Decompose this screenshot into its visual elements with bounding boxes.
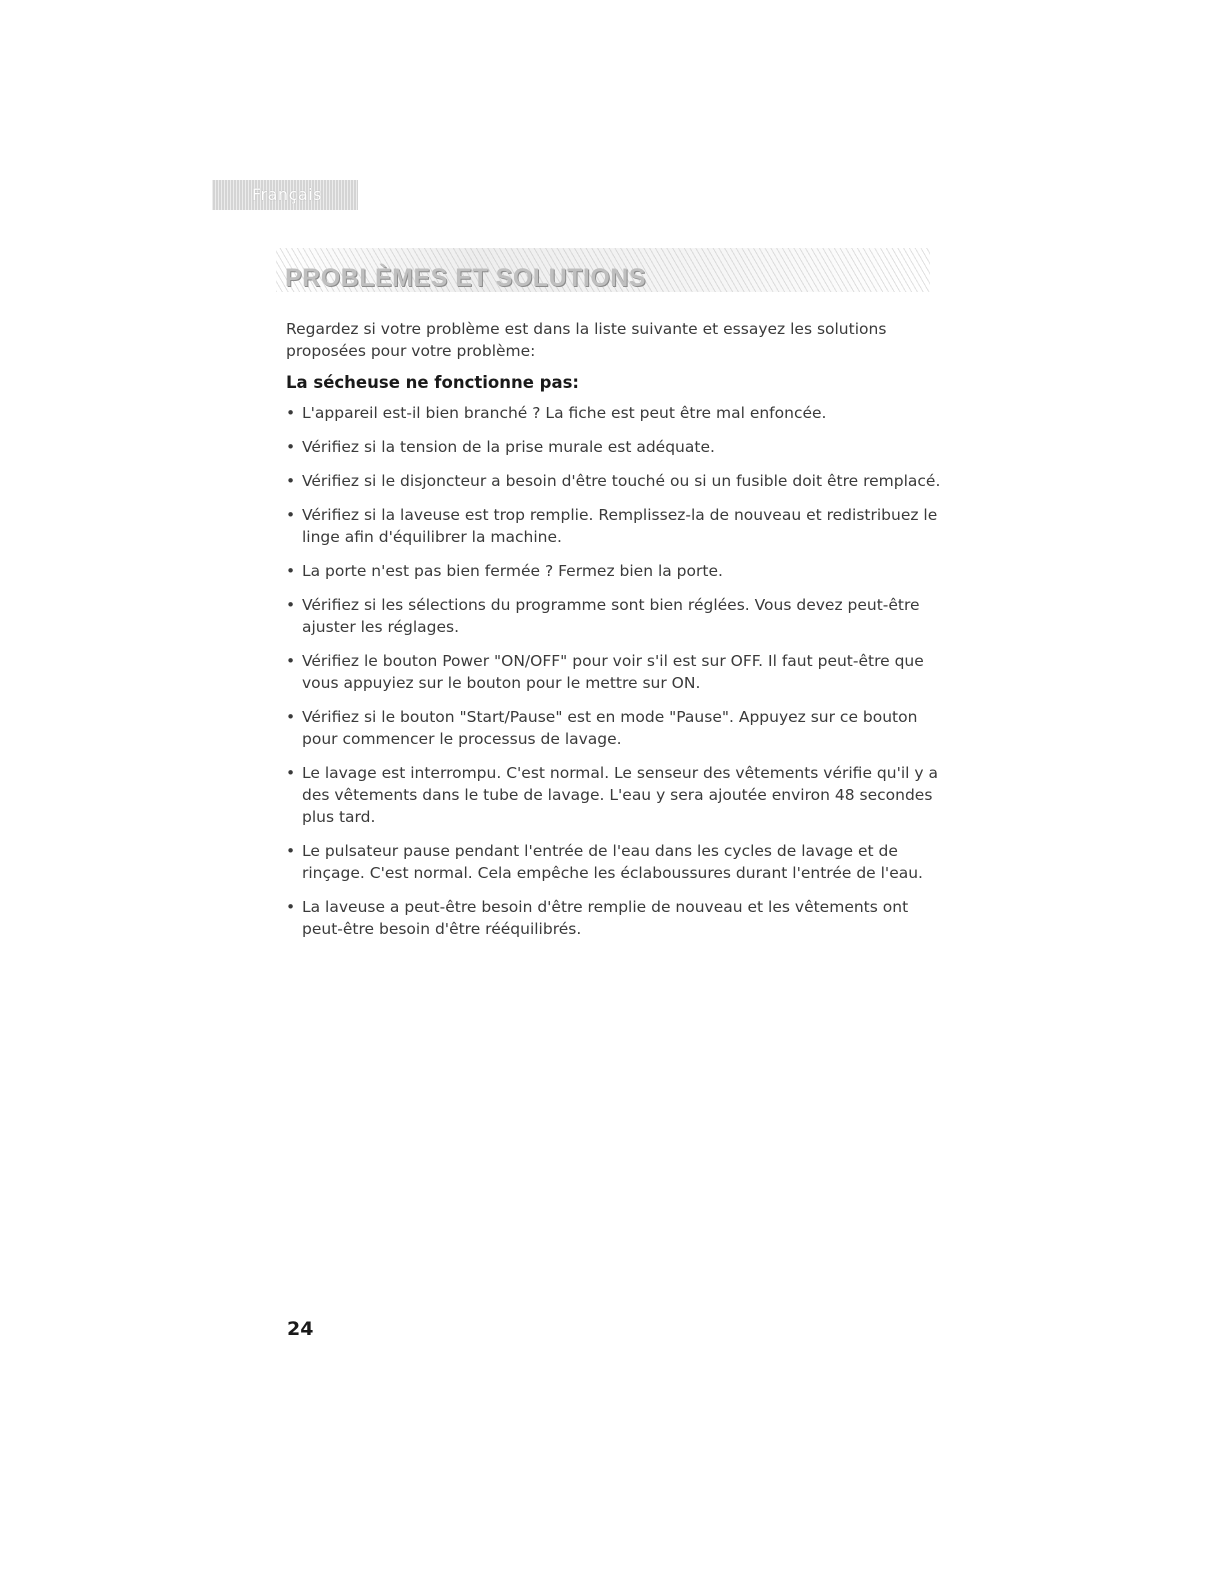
list-item-text: Vérifiez si la tension de la prise murale est adéquate. [302, 438, 715, 456]
list-item [286, 504, 946, 548]
problem-subheading: La sécheuse ne fonctionne pas: [286, 373, 580, 392]
bullet-icon: • [286, 562, 296, 580]
main-content [286, 318, 946, 952]
list-item [286, 896, 946, 940]
list-item-text: L'appareil est-il bien branché ? La fiche est peut être mal enfoncée. [302, 404, 827, 422]
bullet-icon: • [286, 438, 296, 456]
language-tab-label: Français [252, 185, 322, 204]
list-item [286, 560, 946, 582]
page-number: 24 [287, 1318, 314, 1340]
list-item [286, 402, 946, 424]
list-item-text: Vérifiez si le bouton "Start/Pause" est en mode "Pause". Appuyez sur ce bouton pour commencer le processus de lavage. [302, 708, 918, 748]
bullet-icon: • [286, 898, 296, 916]
bullet-icon: • [286, 652, 296, 670]
list-item [286, 762, 946, 828]
bullet-icon: • [286, 708, 296, 726]
list-item-text: Vérifiez si le disjoncteur a besoin d'être touché ou si un fusible doit être remplacé. [302, 472, 941, 490]
list-item [286, 594, 946, 638]
bullet-icon: • [286, 506, 296, 524]
list-item [286, 436, 946, 458]
bullet-icon: • [286, 842, 296, 860]
list-item-text: Vérifiez si la laveuse est trop remplie. Remplissez-la de nouveau et redistribuez le linge afin d'équilibrer la machine. [302, 506, 938, 546]
list-item [286, 840, 946, 884]
page-title: PROBLÈMES ET SOLUTIONS [285, 264, 647, 292]
solution-list [286, 402, 946, 940]
list-item [286, 470, 946, 492]
bullet-icon: • [286, 764, 296, 782]
list-item [286, 650, 946, 694]
bullet-icon: • [286, 472, 296, 490]
list-item-text: Le lavage est interrompu. C'est normal. Le senseur des vêtements vérifie qu'il y a des vêtements dans le tube de lavage. L'eau y sera ajoutée environ 48 secondes plus tard. [302, 764, 938, 826]
list-item-text: Le pulsateur pause pendant l'entrée de l'eau dans les cycles de lavage et de rinçage. C'est normal. Cela empêche les éclaboussures durant l'entrée de l'eau. [302, 842, 923, 882]
language-tab [212, 180, 358, 210]
bullet-icon: • [286, 404, 296, 422]
list-item-text: La porte n'est pas bien fermée ? Fermez bien la porte. [302, 562, 723, 580]
list-item-text: Vérifiez le bouton Power "ON/OFF" pour voir s'il est sur OFF. Il faut peut-être que vous appuyiez sur le bouton pour le mettre sur ON. [302, 652, 924, 692]
intro-paragraph: Regardez si votre problème est dans la liste suivante et essayez les solutions proposées pour votre problème: [286, 320, 887, 360]
list-item-text: Vérifiez si les sélections du programme sont bien réglées. Vous devez peut-être ajuster les réglages. [302, 596, 920, 636]
list-item [286, 706, 946, 750]
list-item-text: La laveuse a peut-être besoin d'être remplie de nouveau et les vêtements ont peut-être besoin d'être rééquilibrés. [302, 898, 909, 938]
bullet-icon: • [286, 596, 296, 614]
